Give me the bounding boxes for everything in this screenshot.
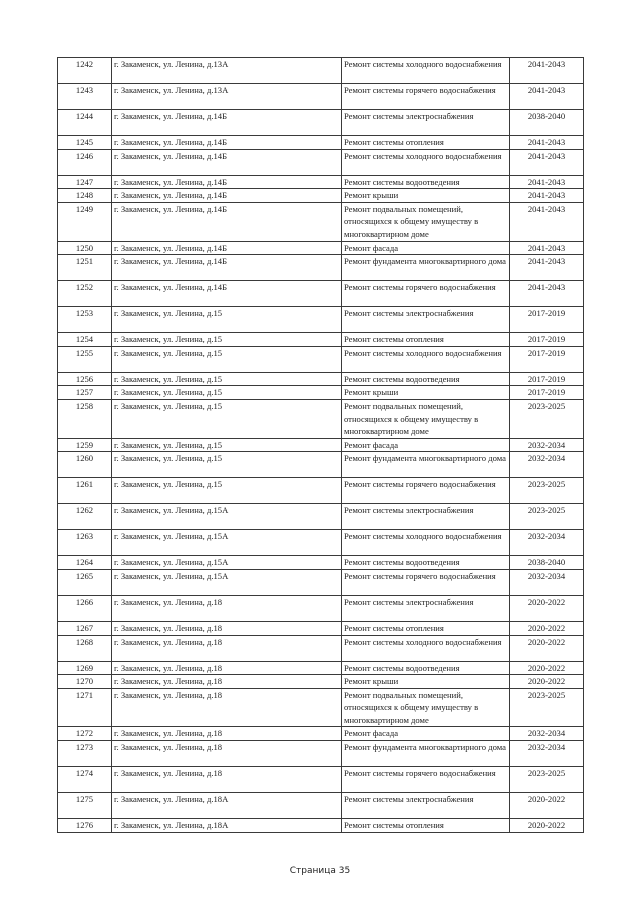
row-years: 2032-2034 (510, 741, 584, 767)
row-address: г. Закаменск, ул. Ленина, д.18 (112, 767, 342, 793)
row-number: 1249 (58, 202, 112, 241)
table-row (58, 556, 584, 570)
row-years: 2032-2034 (510, 530, 584, 556)
row-number: 1256 (58, 372, 112, 386)
row-work-type: Ремонт системы электроснабжения (342, 504, 510, 530)
table-row (58, 452, 584, 478)
row-work-type: Ремонт подвальных помещений, относящихся к общему имуществу в многоквартирном доме (342, 688, 510, 727)
row-address: г. Закаменск, ул. Ленина, д.15 (112, 307, 342, 333)
table-row (58, 281, 584, 307)
row-number: 1268 (58, 635, 112, 661)
row-number: 1271 (58, 688, 112, 727)
row-work-type: Ремонт системы холодного водоснабжения (342, 530, 510, 556)
row-years: 2032-2034 (510, 438, 584, 452)
row-years: 2020-2022 (510, 819, 584, 833)
row-years: 2020-2022 (510, 595, 584, 621)
row-years: 2020-2022 (510, 635, 584, 661)
row-years: 2017-2019 (510, 372, 584, 386)
table-row (58, 255, 584, 281)
row-work-type: Ремонт фундамента многоквартирного дома (342, 741, 510, 767)
table-row (58, 149, 584, 175)
table-row (58, 346, 584, 372)
row-address: г. Закаменск, ул. Ленина, д.15А (112, 556, 342, 570)
row-number: 1248 (58, 189, 112, 203)
row-work-type: Ремонт системы отопления (342, 621, 510, 635)
row-years: 2017-2019 (510, 346, 584, 372)
row-number: 1267 (58, 621, 112, 635)
table-row (58, 595, 584, 621)
row-address: г. Закаменск, ул. Ленина, д.13А (112, 84, 342, 110)
row-work-type: Ремонт системы водоотведения (342, 175, 510, 189)
row-address: г. Закаменск, ул. Ленина, д.15А (112, 530, 342, 556)
row-work-type: Ремонт системы холодного водоснабжения (342, 635, 510, 661)
row-work-type: Ремонт крыши (342, 386, 510, 400)
row-work-type: Ремонт подвальных помещений, относящихся к общему имуществу в многоквартирном доме (342, 202, 510, 241)
row-years: 2032-2034 (510, 452, 584, 478)
row-work-type: Ремонт системы горячего водоснабжения (342, 767, 510, 793)
row-years: 2020-2022 (510, 661, 584, 675)
row-address: г. Закаменск, ул. Ленина, д.14Б (112, 281, 342, 307)
row-work-type: Ремонт крыши (342, 675, 510, 689)
row-work-type: Ремонт крыши (342, 189, 510, 203)
row-number: 1264 (58, 556, 112, 570)
table-row (58, 478, 584, 504)
row-number: 1275 (58, 793, 112, 819)
row-number: 1254 (58, 333, 112, 347)
row-number: 1262 (58, 504, 112, 530)
row-number: 1251 (58, 255, 112, 281)
row-years: 2017-2019 (510, 386, 584, 400)
row-address: г. Закаменск, ул. Ленина, д.18 (112, 688, 342, 727)
row-work-type: Ремонт системы холодного водоснабжения (342, 346, 510, 372)
row-years: 2041-2043 (510, 189, 584, 203)
table-body (58, 58, 584, 833)
row-number: 1243 (58, 84, 112, 110)
row-address: г. Закаменск, ул. Ленина, д.14Б (112, 149, 342, 175)
row-years: 2038-2040 (510, 110, 584, 136)
table-row (58, 333, 584, 347)
row-years: 2032-2034 (510, 569, 584, 595)
row-address: г. Закаменск, ул. Ленина, д.15 (112, 478, 342, 504)
row-number: 1246 (58, 149, 112, 175)
row-years: 2023-2025 (510, 399, 584, 438)
row-address: г. Закаменск, ул. Ленина, д.14Б (112, 175, 342, 189)
row-work-type: Ремонт системы горячего водоснабжения (342, 281, 510, 307)
table-row (58, 727, 584, 741)
row-years: 2023-2025 (510, 504, 584, 530)
row-years: 2041-2043 (510, 58, 584, 84)
table-row (58, 307, 584, 333)
table-row (58, 84, 584, 110)
row-number: 1247 (58, 175, 112, 189)
repair-schedule-table (57, 57, 584, 833)
row-number: 1261 (58, 478, 112, 504)
row-address: г. Закаменск, ул. Ленина, д.15А (112, 504, 342, 530)
row-work-type: Ремонт системы электроснабжения (342, 307, 510, 333)
row-work-type: Ремонт системы отопления (342, 819, 510, 833)
row-number: 1266 (58, 595, 112, 621)
row-number: 1260 (58, 452, 112, 478)
table-row (58, 136, 584, 150)
row-number: 1265 (58, 569, 112, 595)
row-number: 1274 (58, 767, 112, 793)
page-number: Страница 35 (289, 866, 351, 876)
row-years: 2041-2043 (510, 281, 584, 307)
table-row (58, 438, 584, 452)
row-number: 1253 (58, 307, 112, 333)
row-years: 2023-2025 (510, 767, 584, 793)
row-work-type: Ремонт системы отопления (342, 333, 510, 347)
table-row (58, 175, 584, 189)
table-row (58, 621, 584, 635)
table-row (58, 741, 584, 767)
row-work-type: Ремонт фундамента многоквартирного дома (342, 255, 510, 281)
row-work-type: Ремонт системы водоотведения (342, 372, 510, 386)
row-number: 1272 (58, 727, 112, 741)
row-work-type: Ремонт системы горячего водоснабжения (342, 478, 510, 504)
table-row (58, 110, 584, 136)
row-address: г. Закаменск, ул. Ленина, д.15 (112, 399, 342, 438)
row-years: 2041-2043 (510, 149, 584, 175)
row-number: 1252 (58, 281, 112, 307)
row-years: 2023-2025 (510, 688, 584, 727)
row-work-type: Ремонт системы электроснабжения (342, 793, 510, 819)
table-row (58, 530, 584, 556)
row-work-type: Ремонт фасада (342, 727, 510, 741)
row-number: 1245 (58, 136, 112, 150)
row-work-type: Ремонт системы электроснабжения (342, 110, 510, 136)
row-address: г. Закаменск, ул. Ленина, д.18 (112, 635, 342, 661)
table-row (58, 635, 584, 661)
row-years: 2017-2019 (510, 307, 584, 333)
row-number: 1270 (58, 675, 112, 689)
table-row (58, 241, 584, 255)
row-address: г. Закаменск, ул. Ленина, д.15 (112, 386, 342, 400)
row-address: г. Закаменск, ул. Ленина, д.18А (112, 819, 342, 833)
row-work-type: Ремонт системы электроснабжения (342, 595, 510, 621)
row-number: 1250 (58, 241, 112, 255)
row-number: 1242 (58, 58, 112, 84)
row-years: 2023-2025 (510, 478, 584, 504)
row-years: 2041-2043 (510, 84, 584, 110)
table-row (58, 58, 584, 84)
row-address: г. Закаменск, ул. Ленина, д.15 (112, 438, 342, 452)
row-address: г. Закаменск, ул. Ленина, д.18 (112, 741, 342, 767)
row-number: 1244 (58, 110, 112, 136)
row-address: г. Закаменск, ул. Ленина, д.18 (112, 621, 342, 635)
row-address: г. Закаменск, ул. Ленина, д.14Б (112, 255, 342, 281)
table-row (58, 767, 584, 793)
row-years: 2020-2022 (510, 793, 584, 819)
row-years: 2041-2043 (510, 202, 584, 241)
row-work-type: Ремонт подвальных помещений, относящихся к общему имуществу в многоквартирном доме (342, 399, 510, 438)
table-row (58, 386, 584, 400)
table-row (58, 189, 584, 203)
row-address: г. Закаменск, ул. Ленина, д.15 (112, 372, 342, 386)
row-years: 2041-2043 (510, 136, 584, 150)
row-address: г. Закаменск, ул. Ленина, д.14Б (112, 189, 342, 203)
table-row (58, 688, 584, 727)
row-number: 1255 (58, 346, 112, 372)
table-row (58, 675, 584, 689)
row-number: 1269 (58, 661, 112, 675)
table-row (58, 372, 584, 386)
table-row (58, 399, 584, 438)
row-number: 1276 (58, 819, 112, 833)
row-work-type: Ремонт фундамента многоквартирного дома (342, 452, 510, 478)
row-years: 2020-2022 (510, 675, 584, 689)
row-years: 2017-2019 (510, 333, 584, 347)
row-address: г. Закаменск, ул. Ленина, д.18 (112, 661, 342, 675)
row-address: г. Закаменск, ул. Ленина, д.18А (112, 793, 342, 819)
row-address: г. Закаменск, ул. Ленина, д.15 (112, 333, 342, 347)
row-address: г. Закаменск, ул. Ленина, д.14Б (112, 136, 342, 150)
row-address: г. Закаменск, ул. Ленина, д.15 (112, 452, 342, 478)
row-years: 2041-2043 (510, 175, 584, 189)
row-work-type: Ремонт системы горячего водоснабжения (342, 569, 510, 595)
table-row (58, 819, 584, 833)
row-years: 2041-2043 (510, 241, 584, 255)
row-address: г. Закаменск, ул. Ленина, д.14Б (112, 241, 342, 255)
table-row (58, 504, 584, 530)
row-address: г. Закаменск, ул. Ленина, д.18 (112, 595, 342, 621)
row-number: 1257 (58, 386, 112, 400)
row-years: 2041-2043 (510, 255, 584, 281)
table-row (58, 661, 584, 675)
row-work-type: Ремонт фасада (342, 241, 510, 255)
row-number: 1263 (58, 530, 112, 556)
row-address: г. Закаменск, ул. Ленина, д.13А (112, 58, 342, 84)
row-address: г. Закаменск, ул. Ленина, д.15А (112, 569, 342, 595)
row-years: 2038-2040 (510, 556, 584, 570)
row-address: г. Закаменск, ул. Ленина, д.18 (112, 727, 342, 741)
row-number: 1273 (58, 741, 112, 767)
row-address: г. Закаменск, ул. Ленина, д.15 (112, 346, 342, 372)
table-row (58, 793, 584, 819)
row-number: 1258 (58, 399, 112, 438)
row-years: 2020-2022 (510, 621, 584, 635)
table-row (58, 569, 584, 595)
row-work-type: Ремонт системы холодного водоснабжения (342, 58, 510, 84)
row-work-type: Ремонт системы отопления (342, 136, 510, 150)
row-work-type: Ремонт системы горячего водоснабжения (342, 84, 510, 110)
row-work-type: Ремонт системы холодного водоснабжения (342, 149, 510, 175)
row-address: г. Закаменск, ул. Ленина, д.18 (112, 675, 342, 689)
row-work-type: Ремонт системы водоотведения (342, 556, 510, 570)
row-years: 2032-2034 (510, 727, 584, 741)
row-address: г. Закаменск, ул. Ленина, д.14Б (112, 110, 342, 136)
table-row (58, 202, 584, 241)
row-number: 1259 (58, 438, 112, 452)
row-work-type: Ремонт фасада (342, 438, 510, 452)
row-address: г. Закаменск, ул. Ленина, д.14Б (112, 202, 342, 241)
row-work-type: Ремонт системы водоотведения (342, 661, 510, 675)
